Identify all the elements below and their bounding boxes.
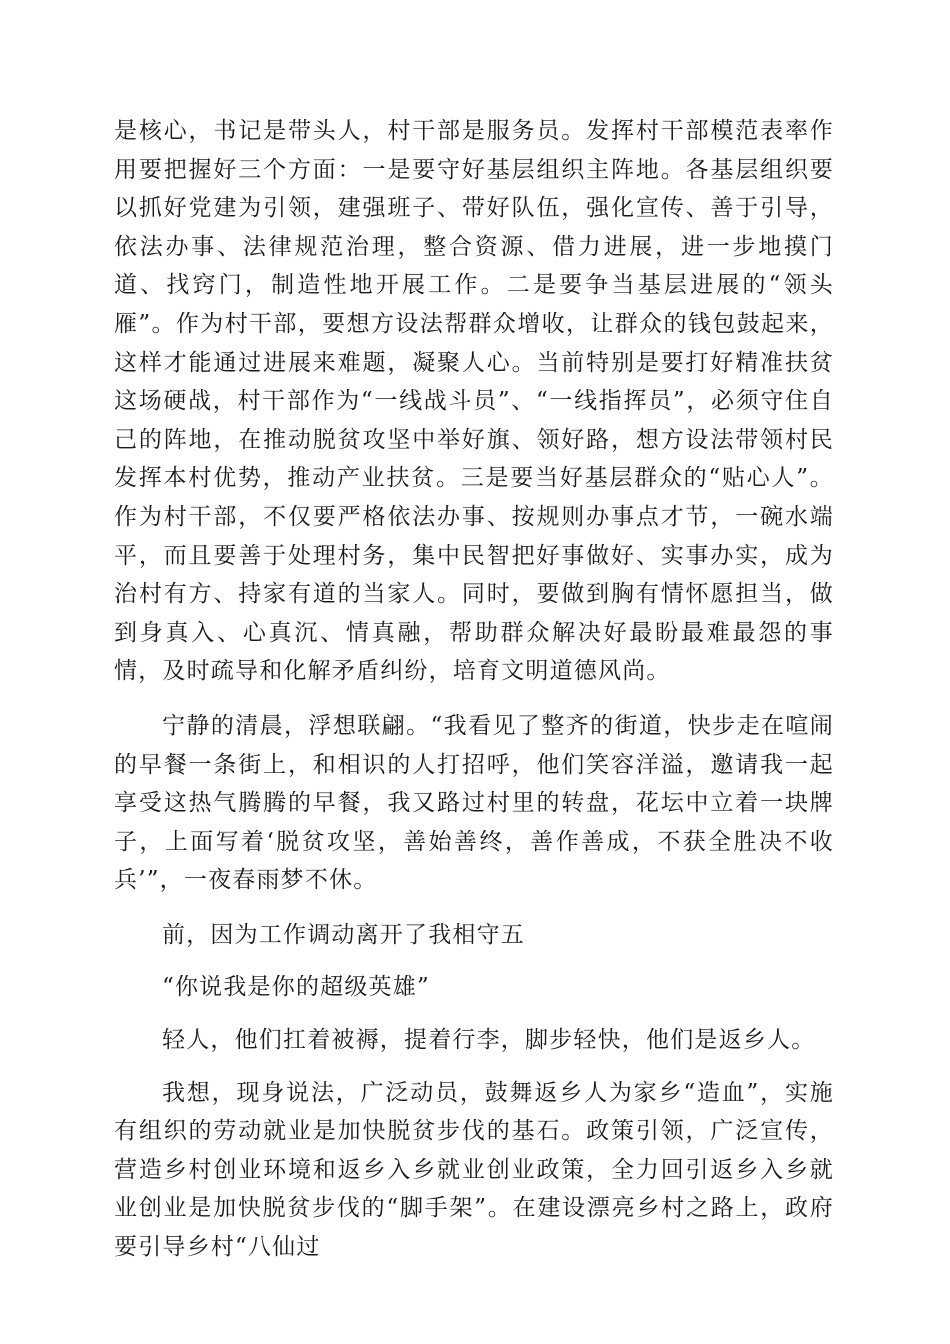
- paragraph-6: 我想，现身说法，广泛动员，鼓舞返乡人为家乡“造血”，实施有组织的劳动就业是加快脱贫步伐的基石。政策引领，广泛宣传，营造乡村创业环境和返乡入乡就业创业政策，全力回引返乡入乡就业创业是加快脱贫步伐的“脚手架”。在建设漂亮乡村之路上，政府要引导乡村“八仙过: [114, 1079, 834, 1261]
- paragraph-5: 轻人，他们扛着被褥，提着行李，脚步轻快，他们是返乡人。: [162, 1027, 816, 1054]
- paragraph-3: 前，因为工作调动离开了我相守五: [162, 921, 525, 948]
- paragraph-2: 宁静的清晨，浮想联翩。“我看见了整齐的街道，快步走在喧闹的早餐一条街上，和相识的人打招呼，他们笑容洋溢，邀请我一起享受这热气腾腾的早餐，我又路过村里的转盘，花坛中立着一块牌子，上面写着‘脱贫攻坚，善始善终，善作善成，不获全胜决不收兵’”，一夜春雨梦不休。: [114, 712, 834, 894]
- paragraph-4: “你说我是你的超级英雄”: [162, 974, 430, 1001]
- document-body: [114, 112, 834, 1283]
- paragraph-1: 是核心，书记是带头人，村干部是服务员。发挥村干部模范表率作用要把握好三个方面：一是要守好基层组织主阵地。各基层组织要以抓好党建为引领，建强班子、带好队伍，强化宣传、善于引导，依法办事、法律规范治理，整合资源、借力进展，进一步地摸门道、找窍门，制造性地开展工作。二是要争当基层进展的“领头雁”。作为村干部，要想方设法帮群众增收，让群众的钱包鼓起来，这样才能通过进展来难题，凝聚人心。当前特别是要打好精准扶贫这场硬战，村干部作为“一线战斗员”、“一线指挥员”，必须守住自己的阵地，在推动脱贫攻坚中举好旗、领好路，想方设法带领村民发挥本村优势，推动产业扶贫。三是要当好基层群众的“贴心人”。作为村干部，不仅要严格依法办事、按规则办事点才节，一碗水端平，而且要善于处理村务，集中民智把好事做好、实事办实，成为治村有方、持家有道的当家人。同时，要做到胸有情怀愿担当，做到身真入、心真沉、情真融，帮助群众解决好最盼最难最怨的事情，及时疏导和化解矛盾纠纷，培育文明道德风尚。: [114, 118, 834, 685]
